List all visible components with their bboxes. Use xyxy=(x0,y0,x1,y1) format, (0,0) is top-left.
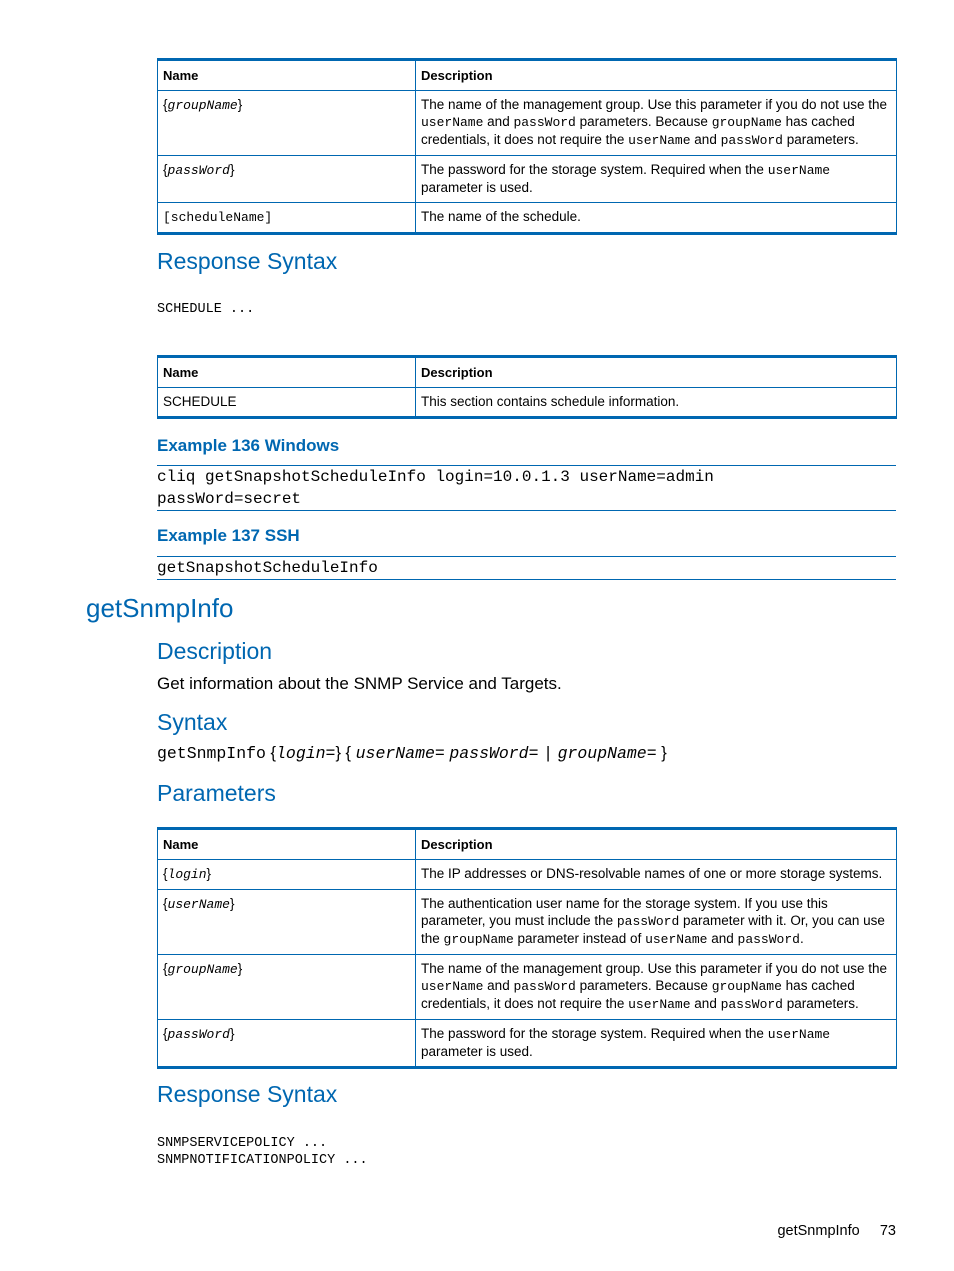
inline-code: userName xyxy=(628,997,691,1012)
description-text: The IP addresses or DNS-resolvable names of one or more storage systems. xyxy=(421,866,883,881)
syntax-username: userName= xyxy=(355,744,445,763)
param-name: [scheduleName] xyxy=(163,210,273,225)
syntax-line: getSnmpInfo {login=} { userName= passWord= | groupName= } xyxy=(157,744,667,763)
column-header-name: Name xyxy=(158,357,416,388)
description-text: parameters. xyxy=(783,132,859,147)
param-name-cell: {groupName} xyxy=(158,955,416,1020)
param-name-cell xyxy=(158,203,416,234)
inline-code: passWord xyxy=(720,997,783,1012)
column-header-name: Name xyxy=(158,829,416,860)
description-text: parameter instead of xyxy=(513,931,646,946)
column-header-description: Description xyxy=(416,357,897,388)
param-name: userName xyxy=(167,897,230,912)
table-row xyxy=(158,91,897,156)
description-text: parameter is used. xyxy=(421,1044,533,1059)
response-syntax-heading-2: Response Syntax xyxy=(157,1081,338,1107)
param-name: login xyxy=(167,867,207,882)
table-row xyxy=(158,955,897,1020)
param-name-cell: {passWord} xyxy=(158,156,416,203)
syntax-password: passWord= xyxy=(449,744,539,763)
description-text: parameter is used. xyxy=(421,180,533,195)
param-description xyxy=(416,156,897,203)
param-name: passWord xyxy=(167,1027,230,1042)
response-syntax-code-2: SNMPSERVICEPOLICY ... SNMPNOTIFICATIONPOLICY ... xyxy=(157,1136,368,1168)
inline-code: groupName xyxy=(711,115,782,130)
table-row xyxy=(158,388,897,418)
syntax-separator: | xyxy=(543,744,553,763)
inline-code: userName xyxy=(421,979,484,994)
param-description xyxy=(416,91,897,156)
parameters-table-continued xyxy=(157,58,897,235)
description-text: and xyxy=(483,978,514,993)
response-table xyxy=(157,355,897,419)
syntax-login: login= xyxy=(276,744,336,763)
param-description xyxy=(416,860,897,890)
description-text: The name of the management group. Use this parameter if you do not use the xyxy=(421,97,888,112)
description-text: and xyxy=(483,114,514,129)
description-text: has cached credentials, it does not require the xyxy=(421,978,855,1011)
table-row xyxy=(158,1020,897,1068)
description-text: The authentication user name for the storage system. If you use this parameter, you must include the xyxy=(421,896,828,928)
param-name-cell: {login} xyxy=(158,860,416,890)
description-text: . xyxy=(799,931,804,946)
footer xyxy=(700,1223,896,1239)
footer-label: getSnmpInfo xyxy=(777,1223,860,1239)
inline-code: passWord xyxy=(737,932,800,947)
param-name: passWord xyxy=(167,163,230,178)
command-title: getSnmpInfo xyxy=(86,593,234,623)
param-description xyxy=(416,955,897,1020)
example-137-label: Example 137 SSH xyxy=(157,526,300,545)
inline-code: userName xyxy=(628,133,691,148)
description-text: The password for the storage system. Required when the xyxy=(421,1026,768,1041)
example-137-code: getSnapshotScheduleInfo xyxy=(157,556,896,580)
description-text: parameter with it. Or, you can use the xyxy=(421,913,885,946)
param-name-cell: {userName} xyxy=(158,890,416,955)
inline-code: passWord xyxy=(513,115,576,130)
column-header-description: Description xyxy=(416,829,897,860)
column-header-description: Description xyxy=(416,60,897,91)
inline-code: userName xyxy=(645,932,708,947)
param-description xyxy=(416,890,897,955)
param-description xyxy=(416,1020,897,1068)
example-136-code: cliq getSnapshotScheduleInfo login=10.0.1.3 userName=admin passWord=secret xyxy=(157,465,896,511)
row-name: SCHEDULE xyxy=(158,388,416,418)
response-syntax-heading: Response Syntax xyxy=(157,248,338,274)
page-number: 73 xyxy=(879,1223,896,1239)
inline-code: groupName xyxy=(711,979,782,994)
inline-code: userName xyxy=(767,1027,831,1042)
description-text: The password for the storage system. Required when the xyxy=(421,162,768,177)
description-heading: Description xyxy=(157,638,273,664)
param-name: groupName xyxy=(167,98,238,113)
table-row xyxy=(158,203,897,234)
description-text: Get information about the SNMP Service and Targets. xyxy=(157,674,562,693)
inline-code: passWord xyxy=(720,133,783,148)
description-text: The name of the schedule. xyxy=(421,209,581,224)
description-text: parameters. Because xyxy=(575,978,712,993)
param-name-cell: {passWord} xyxy=(158,1020,416,1068)
syntax-groupname: groupName= xyxy=(557,744,657,763)
inline-code: passWord xyxy=(616,914,680,929)
description-text: parameters. Because xyxy=(575,114,712,129)
param-name: groupName xyxy=(167,962,238,977)
description-text: and xyxy=(690,132,721,147)
parameters-heading: Parameters xyxy=(157,780,276,806)
inline-code: passWord xyxy=(513,979,576,994)
table-row xyxy=(158,890,897,955)
inline-code: groupName xyxy=(443,932,514,947)
table-row xyxy=(158,860,897,890)
response-syntax-code: SCHEDULE ... xyxy=(157,302,255,317)
description-text: and xyxy=(690,996,721,1011)
inline-code: userName xyxy=(421,115,484,130)
table-row xyxy=(158,156,897,203)
syntax-heading: Syntax xyxy=(157,709,228,735)
description-text: parameters. xyxy=(783,996,859,1011)
description-text: and xyxy=(707,931,738,946)
description-text: has cached credentials, it does not require the xyxy=(421,114,855,147)
syntax-command: getSnmpInfo xyxy=(157,744,266,763)
row-description: This section contains schedule information. xyxy=(416,388,897,418)
parameters-table xyxy=(157,827,897,1069)
param-description xyxy=(416,203,897,234)
inline-code: userName xyxy=(767,163,831,178)
example-136-label: Example 136 Windows xyxy=(157,436,340,455)
param-name-cell: {groupName} xyxy=(158,91,416,156)
description-text: The name of the management group. Use this parameter if you do not use the xyxy=(421,961,888,976)
column-header-name: Name xyxy=(158,60,416,91)
